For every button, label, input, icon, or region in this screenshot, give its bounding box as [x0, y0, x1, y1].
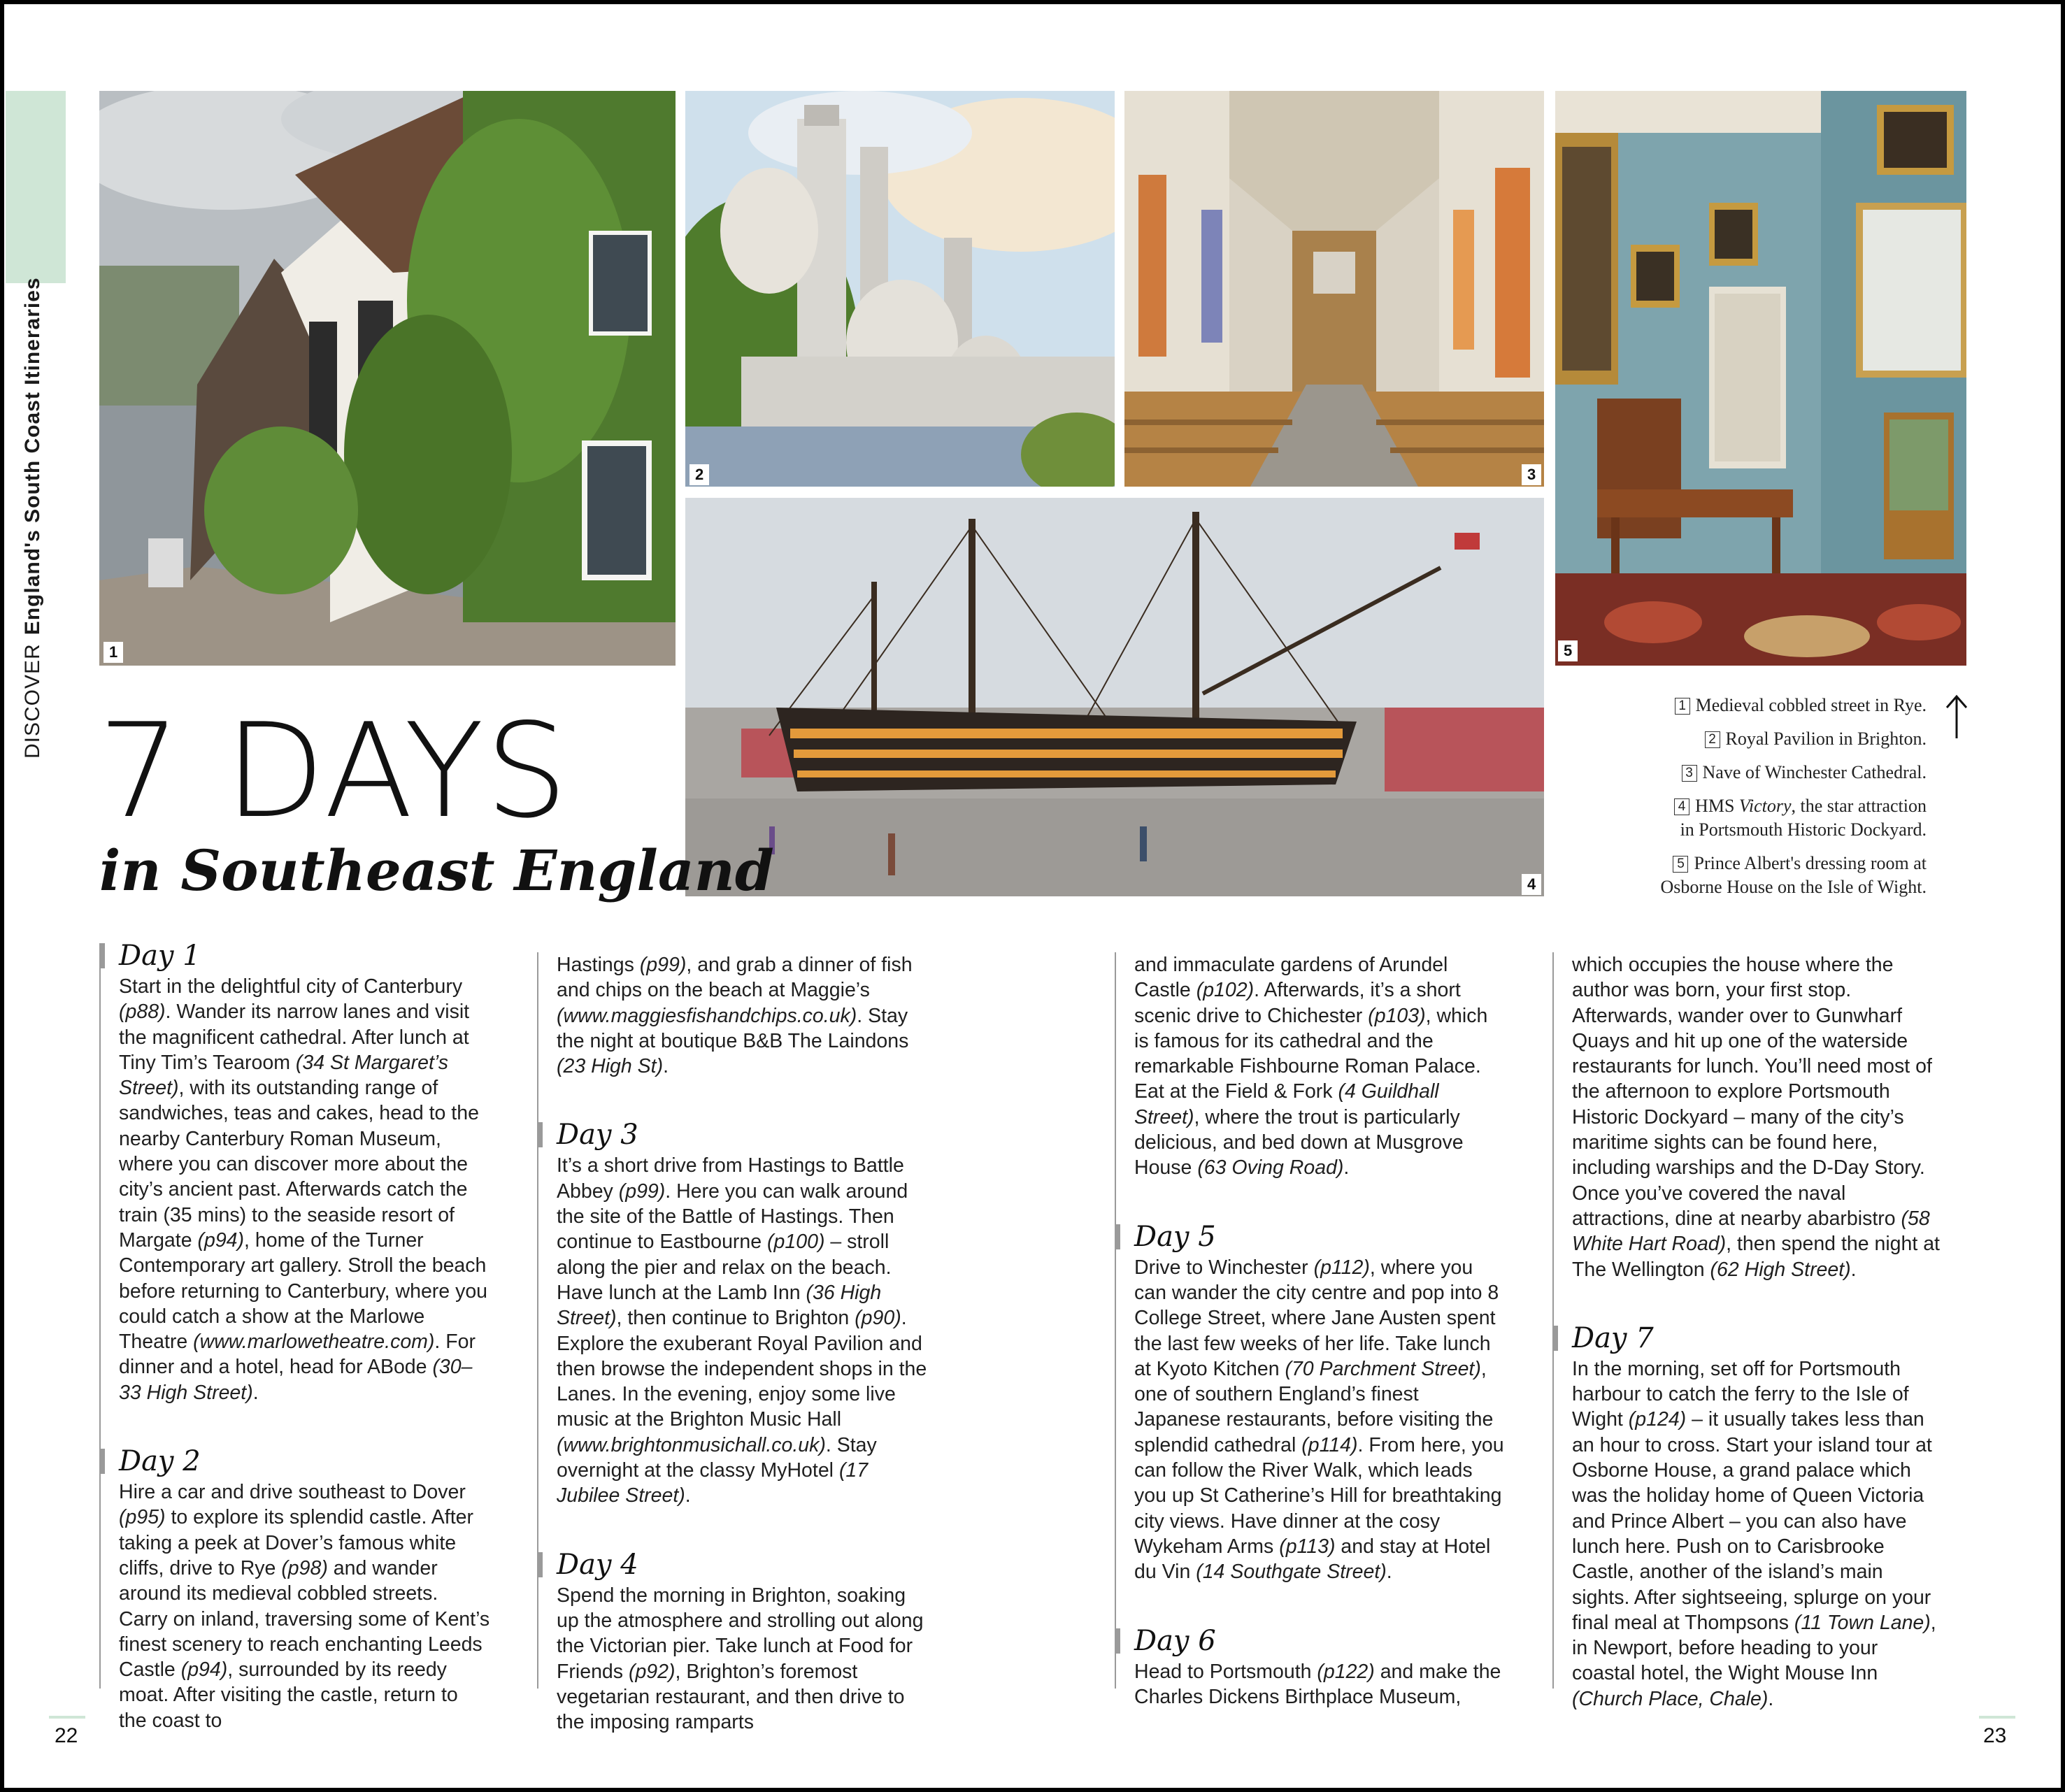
photo-rye-street: [99, 91, 676, 666]
caption-1: [1566, 694, 1927, 717]
caption-2: [1566, 727, 1927, 751]
day-5-body: Drive to Winchester (p112), where you can wander the city centre and pop into 8 College Street, where Jane Austen spent the last few weeks of her life. Take lunch at Kyoto Kitchen (70 Parchment Street), one of southern England’s finest Japanese restaurants, before visiting the splendid cathedral (p114). From here, you can follow the River Walk, which leads you up St Catherine’s Hill for breathtaking city views. Have dinner at the cosy Wykeham Arms (p113) and stay at Hotel du Vin (14 Southgate Street).: [1134, 1256, 1504, 1584]
text-column-4: [1552, 952, 1944, 1712]
chapter-label: England's South Coast Itineraries: [21, 277, 44, 636]
column-rule-3: [1115, 952, 1116, 1689]
caption-text: Royal Pavilion in Brighton.: [1725, 729, 1927, 749]
day-7-body: In the morning, set off for Portsmouth harbour to catch the ferry to the Isle of Wight (p124) – it usually takes less than an hour to cross. Start your island tour at Osborne House, a grand palace which was the holiday home of Queen Victoria and Prince Albert – you can also have lunch here. Push on to Carisbrooke Castle, another of the island’s main sights. After sightseeing, splurge on your final meal at Thompsons (11 Town Lane), in Newport, before heading to your coastal hotel, the Wight Mouse Inn (Church Place, Chale).: [1572, 1357, 1936, 1710]
page-title: 7 DAYS: [98, 695, 569, 847]
day-6-body: Head to Portsmouth (p122) and make the Charles Dickens Birthplace Museum,: [1134, 1660, 1501, 1708]
photo-osborne-dressing-room: [1555, 91, 1966, 666]
page-number-right: 23: [1983, 1724, 2007, 1747]
caption-number: 2: [1705, 731, 1720, 748]
text-column-1: [99, 940, 491, 1733]
page-number-marker-right: [1979, 1716, 2015, 1719]
caption-3: [1566, 761, 1927, 784]
column-rule-1: [99, 946, 101, 1689]
day-4-body-cont: and immaculate gardens of Arundel Castle (p102). Afterwards, it’s a short scenic drive to Chichester (p103), which is famous for its cathedral and the remarkable Fishbourne Roman Palace. Eat at the Field & Fork (4 Guildhall Street), where the trout is particularly delicious, and bed down at Musgrove House (63 Oving Road).: [1134, 954, 1488, 1180]
day-4-body: Spend the morning in Brighton, soaking up the atmosphere and strolling out along the Victorian pier. Take lunch at Food for Friends (p92), Brighton’s foremost vegetarian restaurant, and then drive to the imposing ramparts: [557, 1584, 924, 1734]
photo-winchester-cathedral: [1124, 91, 1544, 487]
column-rule-2: [537, 952, 538, 1689]
text-column-3: [1115, 952, 1506, 1709]
caption-text: Nave of Winchester Cathedral.: [1702, 762, 1927, 782]
day-2-heading: Day 2: [119, 1446, 491, 1477]
chapter-tab: [6, 91, 66, 283]
caption-4: 4 HMS Victory, the star attraction in Portsmouth Historic Dockyard.: [1566, 794, 1927, 842]
caption-number: 1: [1675, 698, 1690, 715]
day-6-body-cont: which occupies the house where the author was born, your first stop. Afterwards, wander over to Gunwharf Quays and hit up one of the waterside restaurants for lunch. You’ll need most of the afternoon to explore Portsmouth Historic Dockyard – many of the city’s maritime sights can be found here, including warships and the D-Day Story. Once you’ve covered the naval attractions, dine at nearby abarbistro (58 White Hart Road), then spend the night at The Wellington (62 High Street).: [1572, 954, 1940, 1281]
caption-number: 3: [1682, 765, 1697, 782]
day-3-body: It’s a short drive from Hastings to Battle Abbey (p99). Here you can walk around the site of the Battle of Hastings. Then continue to Eastbourne (p100) – stroll along the pier and relax on the beach. Have lunch at the Lamb Inn (36 High Street), then continue to Brighton (p90). Explore the exuberant Royal Pavilion and then browse the independent shops in the Lanes. In the evening, enjoy some live music at the Brighton Music Hall (www.brightonmusichall.co.uk). Stay overnight at the classy MyHotel (17 Jubilee Street).: [557, 1154, 927, 1507]
photo-royal-pavilion: [685, 91, 1115, 487]
photo-number-1: 1: [103, 642, 123, 663]
day-2-body-cont: Hastings (p99), and grab a dinner of fish and chips on the beach at Maggie’s (www.maggiesfishandchips.co.uk). Stay the night at boutique B&B The Laindons (23 High St).: [557, 954, 913, 1078]
photo-captions: [1566, 694, 1927, 909]
running-header: [21, 269, 60, 759]
page-number-left: 22: [55, 1724, 78, 1747]
photo-number-2: 2: [689, 464, 709, 485]
page-subtitle: in Southeast England: [99, 838, 774, 903]
photo-number-5: 5: [1558, 640, 1578, 661]
day-1-heading: Day 1: [119, 940, 491, 971]
text-column-2: [537, 952, 929, 1735]
photo-number-3: 3: [1522, 464, 1541, 485]
caption-number: 4: [1674, 798, 1689, 815]
caption-5: 5 Prince Albert's dressing room at Osborne House on the Isle of Wight.: [1660, 853, 1927, 897]
photo-hms-victory: [685, 498, 1544, 896]
section-label: DISCOVER: [21, 643, 44, 759]
day-5-heading: Day 5: [1134, 1221, 1506, 1252]
page-number-marker-left: [49, 1716, 85, 1719]
day-3-heading: Day 3: [557, 1119, 929, 1150]
day-6-heading: Day 6: [1134, 1626, 1506, 1656]
caption-text: Medieval cobbled street in Rye.: [1695, 695, 1927, 715]
day-7-heading: Day 7: [1572, 1323, 1944, 1354]
day-4-heading: Day 4: [557, 1549, 929, 1580]
column-rule-4: [1552, 952, 1554, 1689]
day-1-body: Start in the delightful city of Canterbury (p88). Wander its narrow lanes and visit the magnificent cathedral. After lunch at Tiny Tim’s Tearoom (34 St Margaret’s Street), with its outstanding range of sandwiches, teas and cakes, head to the nearby Canterbury Roman Museum, where you can discover more about the city’s ancient past. Afterwards catch the train (35 mins) to the seaside resort of Margate (p94), home of the Turner Contemporary art gallery. Stroll the beach before returning to Canterbury, where you could catch a show at the Marlowe Theatre (www.marlowetheatre.com). For dinner and a hotel, head for ABode (30–33 High Street).: [119, 975, 488, 1404]
day-2-body: Hire a car and drive southeast to Dover (p95) to explore its splendid castle. After taking a peek at Dover’s famous white cliffs, drive to Rye (p98) and wander around its medieval cobbled streets. Carry on inland, traversing some of Kent’s finest scenery to reach enchanting Leeds Castle (p94), surrounded by its reedy moat. After visiting the castle, return to the coast to: [119, 1481, 490, 1732]
photo-number-4: 4: [1522, 874, 1541, 895]
caption-number: 5: [1673, 856, 1688, 873]
arrow-up-icon: [1943, 694, 1971, 740]
